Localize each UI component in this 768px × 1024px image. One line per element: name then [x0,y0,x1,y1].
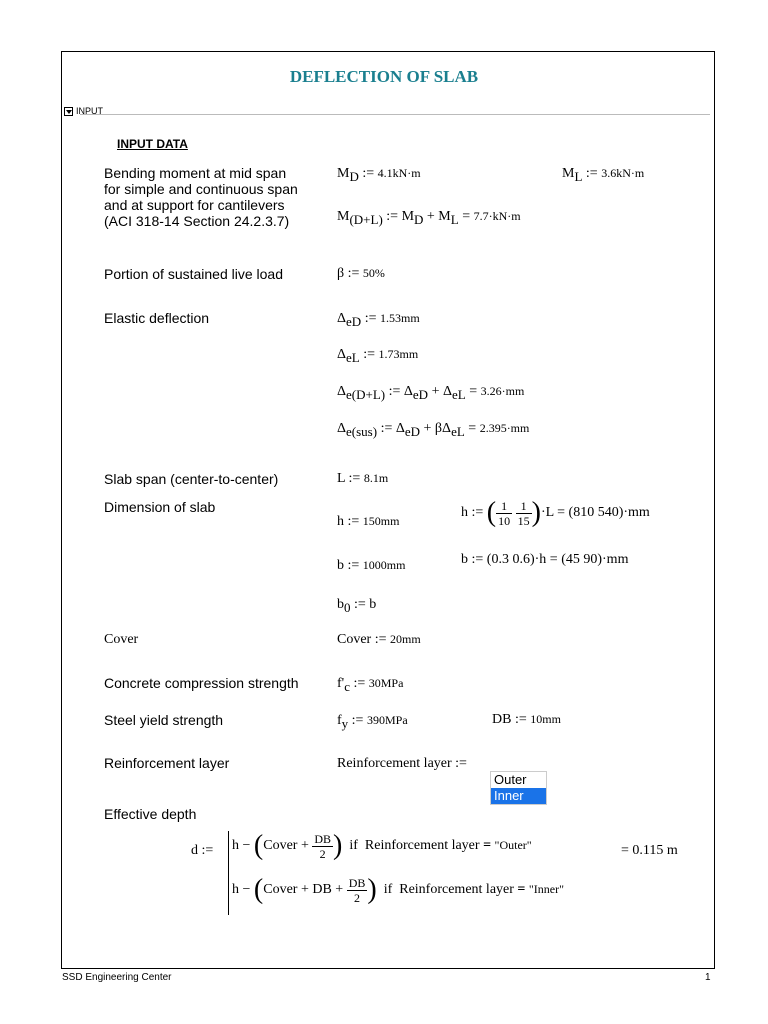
eq-ml[interactable]: ML := 3.6kN·m [562,166,645,184]
effective-depth-label: Effective depth [104,806,197,822]
page-title: DEFLECTION OF SLAB [289,67,479,86]
eq-span[interactable]: L := 8.1m [337,471,389,486]
eq-d-result[interactable]: = 0.115 m [621,843,678,858]
eq-de-dl[interactable]: Δe(D+L) := ΔeD + ΔeL = 3.26·mm [337,384,525,402]
de-d-value: 1.53mm [379,311,420,325]
de-sus-result: 2.395·mm [479,421,530,435]
bending-label [104,165,298,229]
eq-de-d[interactable]: ΔeD := 1.53mm [337,311,420,329]
region-divider [80,114,710,115]
collapse-toggle-icon[interactable] [64,107,73,116]
eq-fc[interactable]: f'c := 30MPa [337,676,404,694]
bending-label-line: (ACI 318-14 Section 24.2.3.7) [104,213,290,229]
sustained-label: Portion of sustained live load [104,266,283,282]
fc-value: 30MPa [368,676,404,690]
eq-h-range[interactable]: h := ( $\frac{1}{10}$ $\frac{1}{15}$ )·L = (810 540)·mm [461,497,650,528]
inner-string: "Inner" [528,882,565,897]
eq-d-lhs: d := [191,843,214,858]
footer-page-number: 1 [705,972,711,983]
region-label[interactable]: INPUT [76,106,103,116]
eq-de-l[interactable]: ΔeL := 1.73mm [337,347,419,365]
eq-d-case-outer[interactable]: h − (Cover + $\frac{DB}{2}$ ) if Reinforcement layer = "Outer" [232,830,532,861]
section-title: INPUT DATA [117,137,188,151]
outer-string: "Outer" [494,838,532,853]
de-dl-result: 3.26·mm [480,384,525,398]
eq-b[interactable]: b := 1000mm [337,558,406,573]
eq-de-sus[interactable]: Δe(sus) := ΔeD + βΔeL = 2.395·mm [337,421,530,439]
eq-db[interactable]: DB := 10mm [492,712,561,727]
eq-beta[interactable]: β := 50% [337,266,385,281]
b-coef: (0.3 0.6) [486,552,535,567]
bending-label-line: for simple and continuous span [104,181,298,197]
piecewise-bar [228,831,229,915]
eq-mdl[interactable]: M(D+L) := MD + ML = 7.7·kN·m [337,209,521,227]
cover-label: Cover [104,632,139,647]
bending-label-line: Bending moment at mid span [104,165,287,181]
steel-label: Steel yield strength [104,712,224,728]
eq-b-range[interactable]: b := (0.3 0.6)·h = (45 90)·mm [461,552,629,567]
reinforcement-label: Reinforcement layer [104,755,230,771]
span-label: Slab span (center-to-center) [104,471,279,487]
h-range-result: (810 540)·mm [568,505,650,521]
eq-cover[interactable]: Cover := 20mm [337,632,421,647]
eq-reinforcement: Reinforcement layer := [337,756,467,771]
b-range-result: (45 90)·mm [561,552,629,567]
concrete-label: Concrete compression strength [104,675,299,691]
reinforcement-listbox[interactable] [490,771,547,805]
bending-label-line: and at support for cantilevers [104,197,285,213]
fy-value: 390MPa [366,713,408,727]
eq-b0[interactable]: b0 := b [337,597,377,615]
footer-company: SSD Engineering Center [62,972,172,983]
listbox-option-inner[interactable]: Inner [491,788,546,804]
mdl-result: 7.7·kN·m [473,209,521,223]
elastic-label: Elastic deflection [104,310,210,326]
de-l-value: 1.73mm [378,347,419,361]
b0-value: b [369,597,377,612]
eq-md[interactable]: MD := 4.1kN·m [337,166,421,184]
eq-h[interactable]: h := 150mm [337,514,400,529]
eq-fy[interactable]: fy := 390MPa [337,713,408,731]
eq-d-case-inner[interactable]: h − (Cover + DB + $\frac{DB}{2}$ ) if Reinforcement layer = "Inner" [232,874,565,905]
listbox-option-outer[interactable]: Outer [494,772,527,787]
dimension-label: Dimension of slab [104,499,216,515]
